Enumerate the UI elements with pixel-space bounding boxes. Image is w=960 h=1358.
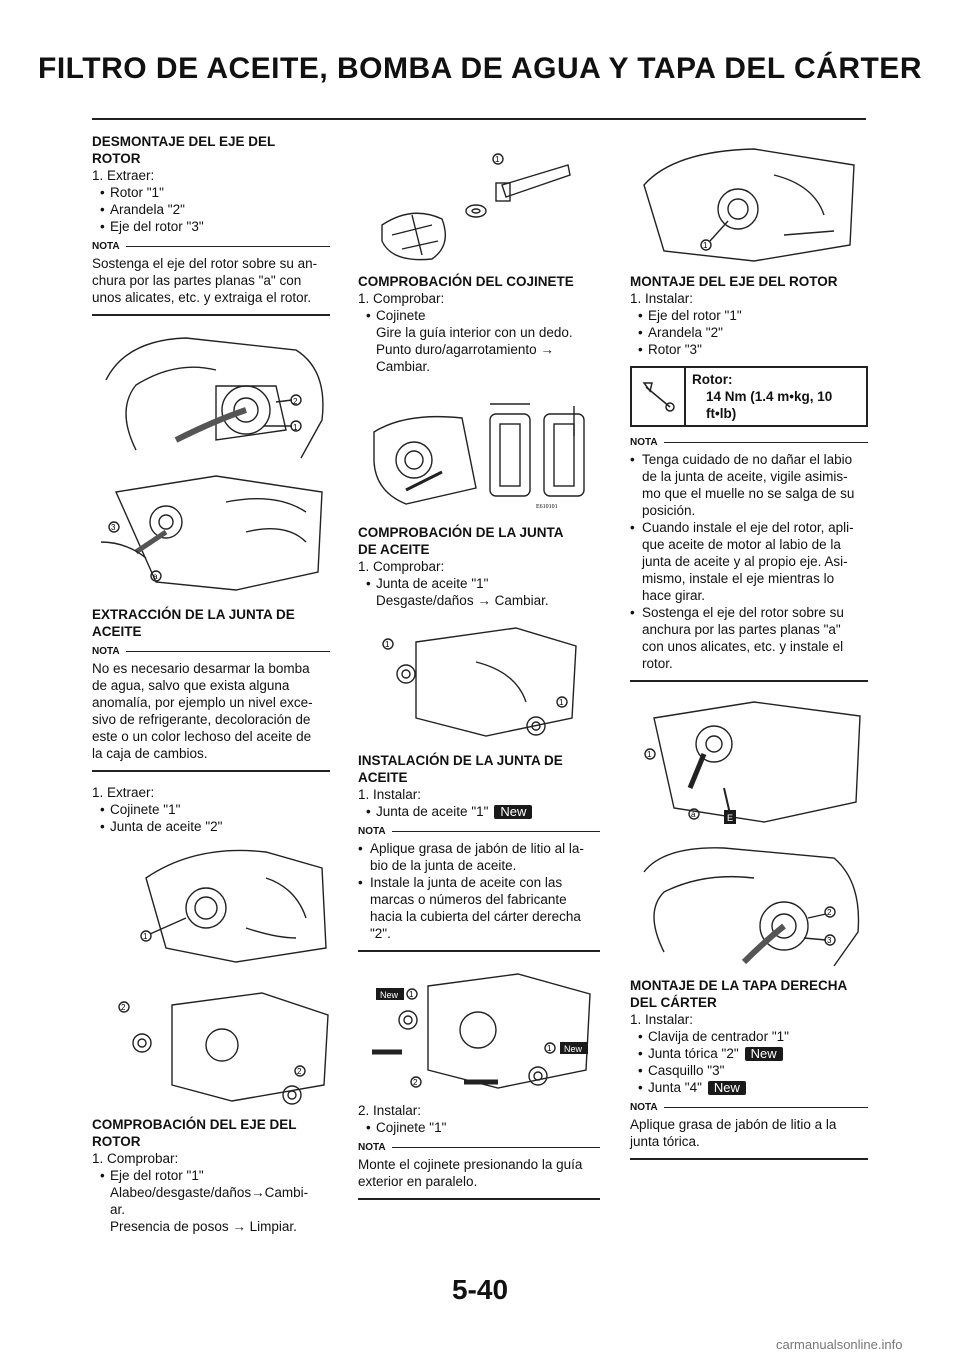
svg-text:1: 1 xyxy=(385,640,390,649)
rotor-shaft-lubrication-illustration xyxy=(634,698,866,832)
svg-text:E: E xyxy=(727,813,734,823)
torque-wrench-icon xyxy=(632,368,686,425)
note-label: NOTA xyxy=(92,644,330,658)
new-badge: New xyxy=(745,1047,783,1061)
bearing-illustration xyxy=(136,838,332,966)
list-item: • Junta "4" New xyxy=(630,1079,868,1096)
oil-seal-check-illustration xyxy=(376,622,584,744)
list-item: • Clavija de centrador "1" xyxy=(630,1028,868,1045)
rotor-shaft-removal-illustration xyxy=(96,472,332,594)
note-box: NOTA • Tenga cuidado de no dañar el labio de la junta de aceite, vigile asimis- mo que el muelle no se salga de su posición. • Cuando instale el eje del rotor, apli- que aceite de motor al labio de la junta de aceite y al propio eje. Asi- mismo, instale el eje mientras lo hace girar. • Sostenga el eje del rotor sobre su anchura por las partes planas "a" con unos alicates, etc. y instale el rotor. xyxy=(630,435,868,682)
column-1 xyxy=(92,133,330,316)
note-box: NOTA Aplique grasa de jabón de litio a la junta tórica. xyxy=(630,1100,868,1160)
svg-text:1: 1 xyxy=(143,932,148,941)
column-1-c: COMPROBACIÓN DEL EJE DEL ROTOR 1. Comprobar: • Eje del rotor "1" Alabeo/desgaste/daños→Cambi- ar. Presencia de posos → Limpiar. xyxy=(92,1116,330,1235)
watermark: carmanualsonline.info xyxy=(776,1337,903,1352)
column-3 xyxy=(630,273,868,682)
page-title: FILTRO DE ACEITE, BOMBA DE AGUA Y TAPA DEL CÁRTER xyxy=(38,52,922,85)
step-text: 1. Extraer: xyxy=(92,168,155,183)
column-1-b xyxy=(92,606,330,835)
list-item: • Junta de aceite "1" New xyxy=(358,803,600,820)
figure-code: E610101 xyxy=(536,504,558,510)
svg-text:1: 1 xyxy=(647,750,652,759)
section-heading: EXTRACCIÓN DE LA JUNTA DE ACEITE xyxy=(92,607,295,639)
list-item: • Junta tórica "2" New xyxy=(630,1045,868,1062)
new-badge-small: New xyxy=(380,990,399,1000)
oil-seal-illustration xyxy=(112,985,332,1107)
list-item: • Eje del rotor "3" xyxy=(92,218,330,235)
svg-text:2: 2 xyxy=(297,1067,302,1076)
oil-seal-installation-illustration xyxy=(368,970,596,1094)
list-item: • Junta de aceite "1" xyxy=(358,575,600,592)
step-text: 1. Instalar: xyxy=(358,787,422,802)
svg-text:a: a xyxy=(153,572,158,581)
rotor-mounting-illustration xyxy=(634,842,866,970)
column-2-c xyxy=(358,752,600,952)
section-heading: DESMONTAJE DEL EJE DEL ROTOR xyxy=(92,134,276,166)
new-badge: New xyxy=(708,1081,746,1095)
section-heading: INSTALACIÓN DE LA JUNTA DE ACEITE xyxy=(358,753,563,785)
step-text: 1. Comprobar: xyxy=(358,291,445,306)
page-number: 5-40 xyxy=(451,1274,509,1305)
svg-text:3: 3 xyxy=(827,936,832,945)
new-badge-small: New xyxy=(564,1044,583,1054)
list-item: • Arandela "2" xyxy=(92,201,330,218)
svg-text:1: 1 xyxy=(703,241,708,250)
svg-text:2: 2 xyxy=(121,1003,126,1012)
list-item: • Casquillo "3" xyxy=(630,1062,868,1079)
svg-text:2: 2 xyxy=(827,908,832,917)
section-heading: COMPROBACIÓN DEL COJINETE xyxy=(358,274,574,289)
step-text: 1. Instalar: xyxy=(630,1012,694,1027)
step-text: 1. Extraer: xyxy=(92,785,155,800)
section-heading: COMPROBACIÓN DEL EJE DEL ROTOR xyxy=(92,1117,297,1149)
note-box: NOTA Sostenga el eje del rotor sobre su an- chura por las partes planas "a" con unos alicates, etc. y extraiga el rotor. xyxy=(92,239,330,316)
list-item: • Rotor "1" xyxy=(92,184,330,201)
svg-text:1: 1 xyxy=(547,1044,552,1053)
column-2-b: COMPROBACIÓN DE LA JUNTA DE ACEITE 1. Comprobar: • Junta de aceite "1" Desgaste/daños → Cambiar. xyxy=(358,524,600,609)
svg-text:2: 2 xyxy=(413,1078,418,1087)
section-heading: COMPROBACIÓN DE LA JUNTA DE ACEITE xyxy=(358,525,564,557)
note-box: NOTA No es necesario desarmar la bomba de agua, salvo que exista alguna anomalía, por ejemplo un nivel exce- sivo de refrigerante, decoloración de este o un color lechoso del aceite de la caja de cambios. xyxy=(92,644,330,772)
svg-text:1: 1 xyxy=(559,698,564,707)
column-2: COMPROBACIÓN DEL COJINETE 1. Comprobar: • Cojinete Gire la guía interior con un dedo. Punto duro/agarrotamiento → Cambiar. xyxy=(358,273,600,375)
new-badge: New xyxy=(494,805,532,819)
rotor-removal-illustration xyxy=(96,330,332,460)
list-item: • Cojinete xyxy=(358,307,600,324)
step-text: 1. Instalar: xyxy=(630,291,694,306)
list-item: • Arandela "2" xyxy=(630,324,868,341)
note-box: NOTA Monte el cojinete presionando la guía exterior en paralelo. xyxy=(358,1140,600,1200)
list-item: • Rotor "3" xyxy=(630,341,868,358)
svg-text:1: 1 xyxy=(293,423,298,432)
note-box: NOTA • Aplique grasa de jabón de litio al la- bio de la junta de aceite. • Instale la junta de aceite con las marcas o números del fabricante hacia la cubierta del cárter derecha "2". xyxy=(358,824,600,952)
column-2-d xyxy=(358,1102,600,1200)
list-item: • Junta de aceite "2" xyxy=(92,818,330,835)
header-rule xyxy=(92,118,866,120)
note-label: NOTA xyxy=(358,824,600,838)
list-item: • Cojinete "1" xyxy=(358,1119,600,1136)
note-label: NOTA xyxy=(358,1140,600,1154)
svg-text:1: 1 xyxy=(495,155,500,164)
section-heading: MONTAJE DEL EJE DEL ROTOR xyxy=(630,274,838,289)
step-text: 1. Comprobar: xyxy=(358,559,445,574)
note-label: NOTA xyxy=(92,239,330,253)
note-label: NOTA xyxy=(630,435,868,449)
torque-spec-box: Rotor: 14 Nm (1.4 m•kg, 10 ft•lb) xyxy=(630,366,868,427)
svg-text:a: a xyxy=(691,810,696,819)
svg-text:1: 1 xyxy=(409,990,414,999)
column-3-b xyxy=(630,977,868,1160)
list-item: • Cojinete "1" xyxy=(92,801,330,818)
section-heading: MONTAJE DE LA TAPA DERECHA DEL CÁRTER xyxy=(630,978,848,1010)
step-text: 1. Comprobar: xyxy=(92,1151,179,1166)
list-item: • Eje del rotor "1" xyxy=(92,1167,330,1184)
svg-text:2: 2 xyxy=(293,397,298,406)
rotor-shaft-install-illustration xyxy=(634,145,866,265)
list-item: • Eje del rotor "1" xyxy=(630,307,868,324)
rotor-shaft-parts-illustration xyxy=(372,145,572,263)
note-label: NOTA xyxy=(630,1100,868,1114)
svg-text:3: 3 xyxy=(111,523,116,532)
step-text: 2. Instalar: xyxy=(358,1103,422,1118)
bearing-check-illustration xyxy=(366,392,598,514)
